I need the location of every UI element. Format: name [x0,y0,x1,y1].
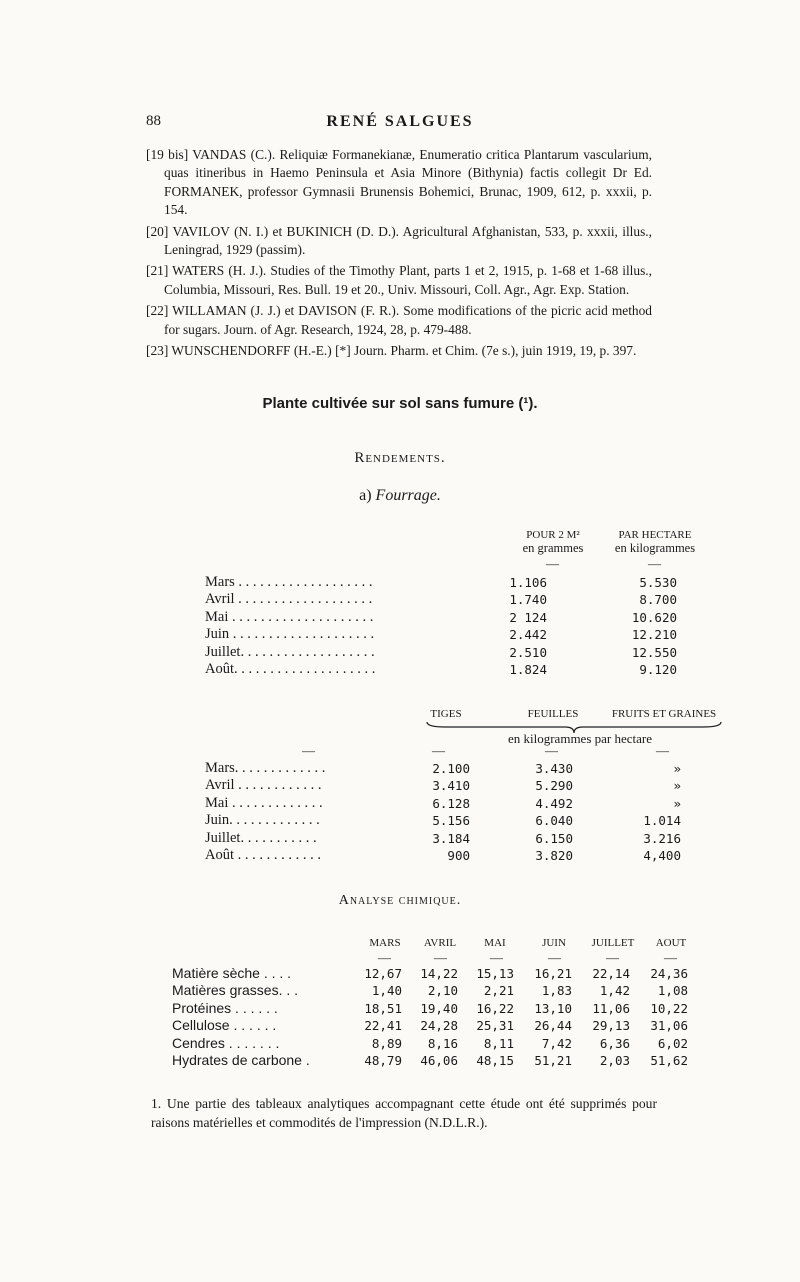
cell-juillet: 6,36 [599,1035,630,1051]
cell-grams: 2 124 [509,609,547,625]
reference-number: [19 bis] [146,147,189,162]
cell-kg: 9.120 [639,661,677,677]
table3-dash: — [606,950,619,965]
fourrage-heading [0,487,800,505]
cell-feuilles: 4.492 [535,795,573,811]
row-label: Juin. . . . . . . . . . . . . [205,812,320,829]
row-label: Cellulose . . . . . . [172,1017,277,1034]
reference-text: VAVILOV (N. I.) et BUKINICH (D. D.). Agricultural Afghanistan, 533, p. xxxii, illus., Leningrad, 1929 (passim). [164,223,653,258]
table2-dash: — [432,743,445,758]
table3-dash: — [378,950,391,965]
cell-juin: 51,21 [534,1052,572,1068]
row-label: Matières grasses. . . [172,982,299,999]
reference-text: WATERS (H. J.). Studies of the Timothy Plant, parts 1 et 2, 1915, p. 1-68 et 1-68 illus., Columbia, Missouri, Res. Bull. 19 et 20., Univ. Missouri, Coll. Agr., Agr. Exp. Station. [164,263,652,297]
reference-20 [146,223,652,260]
cell-aout: 24,36 [650,966,688,981]
cell-aout: 1,08 [657,983,688,999]
row-label: Matière sèche . . . . [172,965,292,981]
table2-header-fruits: FRUITS ET GRAINES [611,708,717,720]
cell-mai: 2,21 [483,983,514,999]
cell-kg: 10.620 [631,609,677,625]
cell-avril: 14,22 [420,966,458,981]
table1-header-kg-line2: en kilogrammes [614,541,696,555]
reference-number: [20] [146,223,169,239]
reference-number: [23] [146,343,169,359]
cell-feuilles: 3.820 [535,847,573,863]
table2-dash: — [302,743,315,758]
table1-header-grams-line2: en grammes [522,541,584,555]
cell-fruits: » [673,761,681,776]
row-label: Mai . . . . . . . . . . . . . [205,794,323,811]
cell-avril: 2,10 [427,983,458,999]
cell-mai: 16,22 [476,1000,514,1016]
cell-mars: 12,67 [364,966,402,981]
cell-grams: 1.106 [509,575,547,590]
cell-avril: 46,06 [420,1052,458,1068]
cell-tiges: 3.410 [432,778,470,794]
cell-mars: 1,40 [371,983,402,999]
table1-header-kg-line1: PAR HECTARE [618,529,692,541]
cell-grams: 2.442 [509,627,547,643]
cell-juillet: 1,42 [599,983,630,999]
table3-header: JUIN [542,937,566,949]
table1-header-kg [600,529,710,555]
table1-header-grams [508,529,598,555]
table3-header: AVRIL [423,937,457,949]
cell-juin: 1,83 [541,983,572,999]
table1-header-grams-line1: POUR 2 M² [526,529,580,541]
cell-mai: 48,15 [476,1052,514,1068]
table1-dash: — [546,556,559,571]
row-label: Juillet. . . . . . . . . . . [205,829,317,846]
table3-header: AOUT [655,937,687,949]
cell-juin: 7,42 [541,1035,572,1051]
cell-juillet: 22,14 [592,966,630,981]
cell-fruits: » [673,795,681,811]
row-label: Avril . . . . . . . . . . . . [205,777,322,794]
cell-mars: 8,89 [371,1035,402,1051]
cell-grams: 2.510 [509,644,547,660]
row-label: Mars. . . . . . . . . . . . . [205,760,326,776]
reference-text: VANDAS (C.). Reliquiæ Formanekianæ, Enumeratio critica Plantarum vascularium, quas itineribus in Haemo Peninsula et Asia Minore (Bithynia) factis collegit Dr Ed. FORMANEK, professor Gymnasii Brunensis Bohemici, Brunac, 1909, 612, p. xxxii, p. 154. [164,147,652,218]
cell-avril: 8,16 [427,1035,458,1051]
cell-kg: 5.530 [639,575,677,590]
fourrage-prefix: a) [359,487,372,504]
row-label: Août . . . . . . . . . . . . [205,846,321,863]
cell-feuilles: 5.290 [535,778,573,794]
cell-mai: 8,11 [483,1035,514,1051]
cell-juillet: 11,06 [592,1000,630,1016]
cell-kg: 8.700 [639,592,677,608]
cell-kg: 12.210 [631,627,677,643]
cell-mai: 25,31 [476,1018,514,1034]
cell-mars: 22,41 [364,1018,402,1034]
running-head: RENÉ SALGUES [326,113,474,130]
row-label: Juin . . . . . . . . . . . . . . . . . . . . [205,626,375,643]
table2-header-tiges: TIGES [430,708,462,720]
rendements-heading: Rendements. [354,450,446,466]
analyse-heading: Analyse chimique. [338,893,462,908]
cell-mai: 15,13 [476,966,514,981]
cell-grams: 1.740 [509,592,547,608]
cell-tiges: 3.184 [432,830,470,846]
row-label: Août. . . . . . . . . . . . . . . . . . . . [205,660,376,677]
cell-tiges: 5.156 [432,813,470,829]
page-number: 88 [146,113,161,129]
row-label: Protéines . . . . . . [172,999,278,1016]
table3-dash: — [548,950,561,965]
reference-19bis [146,146,652,220]
section-title: Plante cultivée sur sol sans fumure (¹). [262,395,538,412]
cell-juillet: 2,03 [599,1052,630,1068]
reference-number: [22] [146,303,169,319]
table3-header: MAI [484,937,506,949]
cell-avril: 19,40 [420,1000,458,1016]
fourrage-title: Fourrage. [375,487,441,504]
table3-dash: — [434,950,447,965]
cell-juin: 26,44 [534,1018,572,1034]
cell-feuilles: 6.040 [535,813,573,829]
reference-text: WILLAMAN (J. J.) et DAVISON (F. R.). Some modifications of the picric acid method for sugars. Journ. of Agr. Research, 1924, 28, p. 479-488. [164,303,652,337]
cell-tiges: 2.100 [432,761,470,776]
footnote: 1. Une partie des tableaux analytiques accompagnant cette étude ont été supprimés pour raisons matérielles et commodités de l'impression (N.D.L.R.). [151,1096,657,1130]
cell-mars: 48,79 [364,1052,402,1068]
cell-fruits: 4,400 [643,847,681,863]
table2-header-feuilles: FEUILLES [527,708,579,720]
reference-21 [146,262,652,299]
reference-number: [21] [146,263,169,279]
table1-dash: — [648,556,661,571]
cell-aout: 10,22 [650,1000,688,1016]
row-label: Juillet. . . . . . . . . . . . . . . . . . . [205,643,375,660]
cell-tiges: 6.128 [432,795,470,811]
table3-dash: — [490,950,503,965]
cell-juin: 13,10 [534,1000,572,1016]
row-label: Mars . . . . . . . . . . . . . . . . . . . [205,574,373,590]
row-label: Cendres . . . . . . . [172,1034,280,1051]
table2-unit: en kilogrammes par hectare [507,731,652,746]
table3-header: MARS [369,937,401,949]
cell-feuilles: 6.150 [535,830,573,846]
cell-aout: 6,02 [657,1035,688,1051]
cell-mars: 18,51 [364,1000,402,1016]
cell-aout: 31,06 [650,1018,688,1034]
cell-tiges: 900 [447,847,470,863]
cell-feuilles: 3.430 [535,761,573,776]
cell-aout: 51,62 [650,1052,688,1068]
table3-dash: — [664,950,677,965]
cell-grams: 1.824 [509,661,547,677]
cell-juillet: 29,13 [592,1018,630,1034]
cell-kg: 12.550 [631,644,677,660]
cell-avril: 24,28 [420,1018,458,1034]
table2-dash: — [656,743,669,758]
table2-dash: — [545,743,558,758]
row-label: Avril . . . . . . . . . . . . . . . . . . . [205,591,373,608]
cell-fruits: » [673,778,681,794]
cell-fruits: 3.216 [643,830,681,846]
cell-fruits: 1.014 [643,813,681,829]
row-label: Hydrates de carbone . [172,1051,310,1068]
reference-list [146,146,652,363]
reference-text: WUNSCHENDORFF (H.-E.) [*] Journ. Pharm. et Chim. (7e s.), juin 1919, 19, p. 397. [171,343,637,359]
row-label: Mai . . . . . . . . . . . . . . . . . . . . [205,608,374,625]
reference-22 [146,302,652,339]
table3-header: JUILLET [591,937,635,949]
cell-juin: 16,21 [534,966,572,981]
reference-23 [146,342,652,360]
